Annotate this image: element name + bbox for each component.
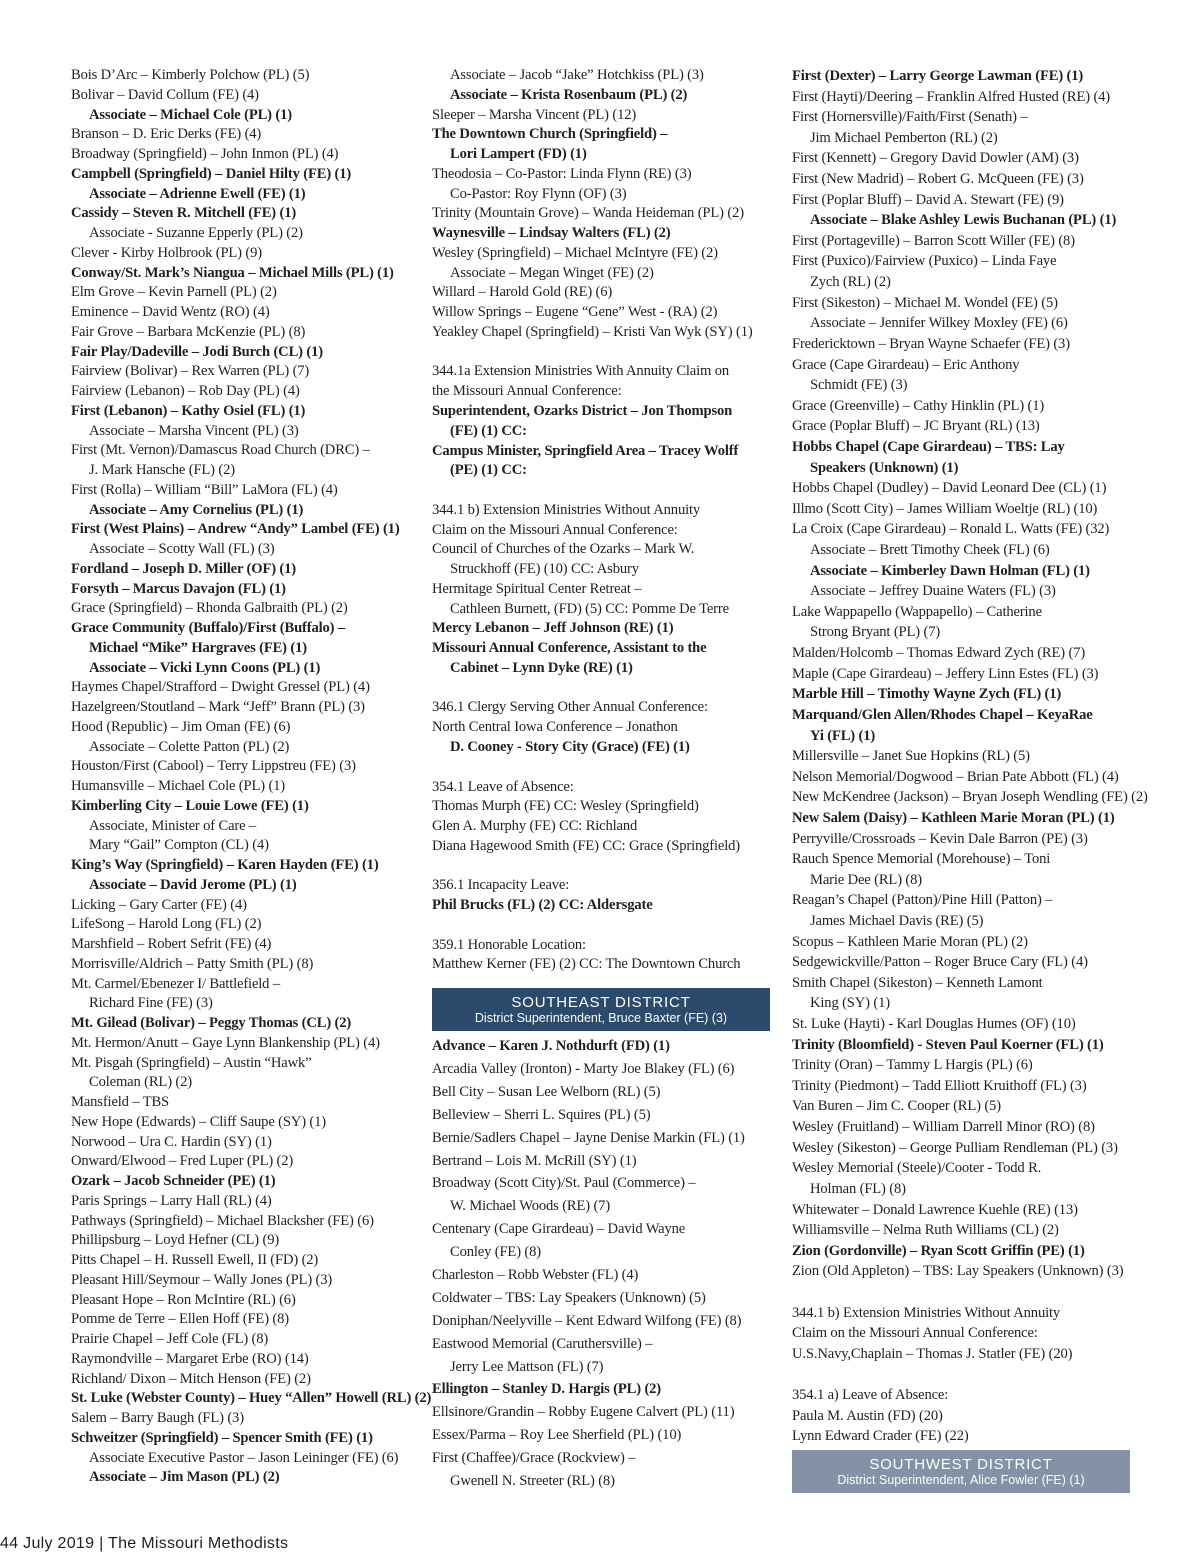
appointment-line: Pathways (Springfield) – Michael Blacksher (FE) (6) xyxy=(71,1212,374,1229)
appointment-line: Trinity (Piedmont) – Tadd Elliott Kruithoff (FL) (3) xyxy=(792,1077,1087,1094)
appointment-line: LifeSong – Harold Long (FL) (2) xyxy=(71,916,262,933)
appointment-line: Diana Hagewood Smith (FE) CC: Grace (Springfield) xyxy=(432,837,740,854)
appointment-line: Kimberling City – Louie Lowe (FE) (1) xyxy=(71,797,309,814)
appointment-line: Licking – Gary Carter (FE) (4) xyxy=(71,896,247,913)
appointment-line: Lynn Edward Crader (FE) (22) xyxy=(792,1428,969,1445)
appointment-line: Advance – Karen J. Nothdurft (FD) (1) xyxy=(432,1038,670,1055)
appointment-line: Jerry Lee Mattson (FL) (7) xyxy=(450,1358,604,1375)
appointment-line: Associate – Jeffrey Duaine Waters (FL) (3) xyxy=(810,583,1056,600)
appointment-line: First (Dexter) – Larry George Lawman (FE) (1) xyxy=(792,68,1084,84)
appointment-line: Fredericktown – Bryan Wayne Schaefer (FE) (3) xyxy=(792,335,1070,352)
appointment-line: Associate – Jacob “Jake” Hotchkiss (PL) (3) xyxy=(450,67,704,83)
appointment-line: Thomas Murph (FE) CC: Wesley (Springfield) xyxy=(432,798,699,815)
spacer xyxy=(432,916,772,936)
appointment-line: First (Kennett) – Gregory David Dowler (AM) (3) xyxy=(792,150,1079,167)
appointment-line: Bertrand – Lois M. McRill (SY) (1) xyxy=(432,1152,637,1169)
appointment-line: Mt. Hermon/Anutt – Gaye Lynn Blankenship (PL) (4) xyxy=(71,1034,380,1051)
appointment-line: Associate – Blake Ashley Lewis Buchanan (PL) (1) xyxy=(810,212,1117,229)
appointment-line: Co-Pastor: Roy Flynn (OF) (3) xyxy=(450,185,627,202)
appointment-line: 344.1 b) Extension Ministries Without Annuity xyxy=(792,1304,1061,1321)
appointment-line: North Central Iowa Conference – Jonathon xyxy=(432,719,678,736)
appointment-line: Mary “Gail” Compton (CL) (4) xyxy=(89,837,269,854)
appointment-line: Essex/Parma – Roy Lee Sherfield (PL) (10) xyxy=(432,1427,682,1444)
appointment-line: Yeakley Chapel (Springfield) – Kristi Van Wyk (SY) (1) xyxy=(432,323,753,340)
appointment-line: Eminence – David Wentz (RO) (4) xyxy=(71,304,270,320)
appointment-line: Fairview (Bolivar) – Rex Warren (PL) (7) xyxy=(71,363,310,380)
appointment-line: Bois D’Arc – Kimberly Polchow (PL) (5) xyxy=(71,67,310,83)
appointment-line: Yi (FL) (1) xyxy=(810,727,876,744)
appointment-line: Mt. Gilead (Bolivar) – Peggy Thomas (CL) (2) xyxy=(71,1015,352,1031)
southwest-district-banner xyxy=(792,1450,1130,1493)
appointment-line: 344.1a Extension Ministries With Annuity Claim on xyxy=(432,363,730,380)
appointment-line: The Downtown Church (Springfield) – xyxy=(432,126,668,143)
appointment-line: Associate – Kimberley Dawn Holman (FL) (1) xyxy=(810,562,1090,579)
appointment-line: Marshfield – Robert Sefrit (FE) (4) xyxy=(71,936,272,952)
appointment-line: Ellsinore/Grandin – Robby Eugene Calvert (PL) (11) xyxy=(432,1404,735,1421)
appointment-line: New McKendree (Jackson) – Bryan Joseph Wendling (FE) (2) xyxy=(792,789,1148,806)
appointment-line: 356.1 Incapacity Leave: xyxy=(432,877,570,894)
appointment-line: Ozark – Jacob Schneider (PE) (1) xyxy=(71,1173,276,1189)
appointment-line: Reagan’s Chapel (Patton)/Pine Hill (Patton) – xyxy=(792,892,1053,909)
appointment-line: Claim on the Missouri Annual Conference: xyxy=(432,521,678,538)
appointment-line: Claim on the Missouri Annual Conference: xyxy=(792,1325,1038,1342)
appointment-line: Richard Fine (FE) (3) xyxy=(89,995,213,1012)
appointment-line: Coleman (RL) (2) xyxy=(89,1074,192,1091)
appointment-line: Associate – Adrienne Ewell (FE) (1) xyxy=(89,185,306,202)
appointment-line: Perryville/Crossroads – Kevin Dale Barron (PE) (3) xyxy=(792,830,1088,847)
appointment-line: Matthew Kerner (FE) (2) CC: The Downtown Church xyxy=(432,956,741,973)
appointment-line: Lake Wappapello (Wappapello) – Catherine xyxy=(792,603,1042,620)
appointment-line: 354.1 Leave of Absence: xyxy=(432,778,574,795)
appointment-line: Mt. Carmel/Ebenezer I/ Battlefield – xyxy=(71,975,280,992)
appointment-line: Coldwater – TBS: Lay Speakers (Unknown) (5) xyxy=(432,1289,706,1306)
appointment-line: Associate - Suzanne Epperly (PL) (2) xyxy=(89,225,303,241)
appointment-line: New Hope (Edwards) – Cliff Saupe (SY) (1) xyxy=(71,1113,326,1130)
appointment-line: First (Chaffee)/Grace (Rockview) – xyxy=(432,1450,636,1467)
appointment-line: Pleasant Hill/Seymour – Wally Jones (PL) (3) xyxy=(71,1271,333,1288)
appointment-line: King (SY) (1) xyxy=(810,995,890,1012)
spacer xyxy=(432,481,772,501)
appointment-line: Associate – Colette Patton (PL) (2) xyxy=(89,738,290,755)
appointment-line: Pitts Chapel – H. Russell Ewell, II (FD) (2) xyxy=(71,1252,319,1268)
appointment-line: Marie Dee (RL) (8) xyxy=(810,871,922,888)
appointment-line: Arcadia Valley (Ironton) - Marty Joe Blakey (FL) (6) xyxy=(432,1061,735,1078)
spacer xyxy=(432,758,772,778)
banner-title: SOUTHEAST DISTRICT xyxy=(511,994,691,1012)
appointment-line: Malden/Holcomb – Thomas Edward Zych (RE) (7) xyxy=(792,645,1086,662)
banner-title: SOUTHWEST DISTRICT xyxy=(869,1456,1053,1473)
appointment-line: Associate – David Jerome (PL) (1) xyxy=(89,876,297,893)
spacer xyxy=(792,1364,1137,1385)
appointment-line: 359.1 Honorable Location: xyxy=(432,936,586,953)
appointment-line: Williamsville – Nelma Ruth Williams (CL) (2) xyxy=(792,1222,1059,1239)
appointment-line: Associate – Michael Cole (PL) (1) xyxy=(89,106,292,123)
southeast-district-list xyxy=(432,1035,772,1493)
appointment-line: Nelson Memorial/Dogwood – Brian Pate Abbott (FL) (4) xyxy=(792,768,1119,785)
appointment-line: Charleston – Robb Webster (FL) (4) xyxy=(432,1267,639,1284)
appointment-line: Associate – Vicki Lynn Coons (PL) (1) xyxy=(89,659,321,676)
appointment-line: Pomme de Terre – Ellen Hoff (FE) (8) xyxy=(71,1311,289,1328)
appointment-line: St. Luke (Webster County) – Huey “Allen” Howell (RL) (2) xyxy=(71,1390,432,1407)
appointment-line: Ellington – Stanley D. Hargis (PL) (2) xyxy=(432,1381,662,1398)
appointment-line: Associate – Marsha Vincent (PL) (3) xyxy=(89,422,299,439)
appointment-line: Grace (Cape Girardeau) – Eric Anthony xyxy=(792,356,1020,373)
appointment-line: Trinity (Bloomfield) - Steven Paul Koerner (FL) (1) xyxy=(792,1036,1104,1053)
appointment-line: First (Hayti)/Deering – Franklin Alfred Husted (RE) (4) xyxy=(792,88,1111,105)
appointment-line: Fair Play/Dadeville – Jodi Burch (CL) (1) xyxy=(71,343,323,360)
appointment-line: Speakers (Unknown) (1) xyxy=(810,459,959,476)
appointment-line: Marquand/Glen Allen/Rhodes Chapel – KeyaRae xyxy=(792,706,1093,723)
appointment-line: Michael “Mike” Hargraves (FE) (1) xyxy=(89,639,307,656)
appointment-line: First (Mt. Vernon)/Damascus Road Church (DRC) – xyxy=(71,442,370,459)
appointment-line: Broadway (Scott City)/St. Paul (Commerce) – xyxy=(432,1175,696,1192)
appointment-line: Wesley Memorial (Steele)/Cooter - Todd R. xyxy=(792,1160,1042,1177)
appointment-line: Norwood – Ura C. Hardin (SY) (1) xyxy=(71,1133,272,1150)
appointment-line: Fordland – Joseph D. Miller (OF) (1) xyxy=(71,560,296,577)
appointment-line: Associate – Megan Winget (FE) (2) xyxy=(450,264,654,281)
appointment-line: 346.1 Clergy Serving Other Annual Conference: xyxy=(432,699,708,716)
appointment-line: Onward/Elwood – Fred Luper (PL) (2) xyxy=(71,1153,294,1170)
appointment-line: J. Mark Hansche (FL) (2) xyxy=(89,462,235,478)
appointment-line: Associate – Scotty Wall (FL) (3) xyxy=(89,541,275,557)
appointment-line: Scopus – Kathleen Marie Moran (PL) (2) xyxy=(792,933,1028,950)
appointment-line: (PE) (1) CC: xyxy=(450,462,527,479)
page-footer: 44 July 2019 | The Missouri Methodists xyxy=(0,1535,289,1552)
appointment-line: Broadway (Springfield) – John Inmon (PL) (4) xyxy=(71,146,339,162)
appointment-line: Associate, Minister of Care – xyxy=(89,817,257,834)
appointment-line: First (New Madrid) – Robert G. McQueen (FE) (3) xyxy=(792,171,1084,188)
appointment-line: James Michael Davis (RE) (5) xyxy=(810,912,984,929)
appointment-line: Zych (RL) (2) xyxy=(810,274,891,291)
appointment-line: Phil Brucks (FL) (2) CC: Aldersgate xyxy=(432,897,653,914)
appointment-line: Hobbs Chapel (Cape Girardeau) – TBS: Lay xyxy=(792,438,1065,455)
appointment-line: Hazelgreen/Stoutland – Mark “Jeff” Brann (PL) (3) xyxy=(71,699,365,715)
appointment-line: Associate Executive Pastor – Jason Leininger (FE) (6) xyxy=(89,1449,399,1466)
appointment-line: Millersville – Janet Sue Hopkins (RL) (5) xyxy=(792,748,1030,765)
appointment-line: Grace (Greenville) – Cathy Hinklin (PL) (1) xyxy=(792,397,1045,414)
appointment-line: Waynesville – Lindsay Walters (FL) (2) xyxy=(432,225,671,242)
appointment-line: the Missouri Annual Conference: xyxy=(432,383,622,400)
appointment-line: Associate – Amy Cornelius (PL) (1) xyxy=(89,501,304,518)
appointment-line: Bell City – Susan Lee Welborn (RL) (5) xyxy=(432,1083,661,1100)
appointment-line: Whitewater – Donald Lawrence Kuehle (RE) (13) xyxy=(792,1201,1078,1218)
appointment-line: Campbell (Springfield) – Daniel Hilty (FE) (1) xyxy=(71,165,352,182)
appointment-line: Eastwood Memorial (Caruthersville) – xyxy=(432,1335,653,1352)
appointment-line: Struckhoff (FE) (10) CC: Asbury xyxy=(450,561,639,578)
appointment-line: Missouri Annual Conference, Assistant to the xyxy=(432,640,707,657)
appointment-line: W. Michael Woods (RE) (7) xyxy=(450,1198,611,1215)
appointment-line: King’s Way (Springfield) – Karen Hayden (FE) (1) xyxy=(71,857,379,873)
appointment-line: Pleasant Hope – Ron McIntire (RL) (6) xyxy=(71,1291,296,1308)
appointment-line: La Croix (Cape Girardeau) – Ronald L. Watts (FE) (32) xyxy=(792,521,1110,538)
appointment-line: 344.1 b) Extension Ministries Without Annuity xyxy=(432,501,701,518)
appointment-line: Associate – Jim Mason (PL) (2) xyxy=(89,1469,280,1486)
appointment-line: Sedgewickville/Patton – Roger Bruce Cary (FL) (4) xyxy=(792,954,1088,971)
appointment-line: Schweitzer (Springfield) – Spencer Smith (FE) (1) xyxy=(71,1429,373,1446)
appointment-line: New Salem (Daisy) – Kathleen Marie Moran (PL) (1) xyxy=(792,809,1115,826)
appointment-line: Salem – Barry Baugh (FL) (3) xyxy=(71,1410,244,1426)
appointment-line: Fairview (Lebanon) – Rob Day (PL) (4) xyxy=(71,383,300,399)
appointment-line: Bolivar – David Collum (FE) (4) xyxy=(71,86,259,103)
appointment-line: St. Luke (Hayti) - Karl Douglas Humes (OF) (10) xyxy=(792,1016,1076,1033)
appointment-line: Lori Lampert (FD) (1) xyxy=(450,146,587,163)
appointment-line: Cabinet – Lynn Dyke (RE) (1) xyxy=(450,659,633,676)
appointment-line: First (Lebanon) – Kathy Osiel (FL) (1) xyxy=(71,402,306,419)
southeast-district-banner xyxy=(432,988,770,1031)
spacer xyxy=(432,343,772,363)
appointment-line: Associate – Jennifer Wilkey Moxley (FE) (6) xyxy=(810,315,1068,332)
appointment-line: (FE) (1) CC: xyxy=(450,422,527,439)
appointment-line: Associate – Krista Rosenbaum (PL) (2) xyxy=(450,86,688,103)
appointment-line: Van Buren – Jim C. Cooper (RL) (5) xyxy=(792,1098,1001,1115)
appointment-line: Zion (Old Appleton) – TBS: Lay Speakers (Unknown) (3) xyxy=(792,1263,1124,1280)
appointment-line: Paris Springs – Larry Hall (RL) (4) xyxy=(71,1192,272,1209)
appointment-line: Mt. Pisgah (Springfield) – Austin “Hawk” xyxy=(71,1054,312,1071)
appointment-line: Morrisville/Aldrich – Patty Smith (PL) (8) xyxy=(71,955,314,972)
appointment-line: Mercy Lebanon – Jeff Johnson (RE) (1) xyxy=(432,620,674,637)
appointment-line: Cathleen Burnett, (FD) (5) CC: Pomme De Terre xyxy=(450,600,729,617)
appointment-line: First (Sikeston) – Michael M. Wondel (FE) (5) xyxy=(792,294,1058,311)
appointment-line: Forsyth – Marcus Davajon (FL) (1) xyxy=(71,580,286,597)
appointment-line: Richland/ Dixon – Mitch Henson (FE) (2) xyxy=(71,1370,311,1387)
appointment-line: Grace (Springfield) – Rhonda Galbraith (PL) (2) xyxy=(71,600,348,617)
appointment-line: Cassidy – Steven R. Mitchell (FE) (1) xyxy=(71,205,297,222)
appointment-line: Conley (FE) (8) xyxy=(450,1244,541,1261)
appointment-line: Sleeper – Marsha Vincent (PL) (12) xyxy=(432,106,637,123)
appointment-line: Branson – D. Eric Derks (FE) (4) xyxy=(71,126,262,143)
appointment-line: Glen A. Murphy (FE) CC: Richland xyxy=(432,818,638,835)
appointment-line: Theodosia – Co-Pastor: Linda Flynn (RE) (3) xyxy=(432,165,692,182)
appointment-line: Haymes Chapel/Strafford – Dwight Gressel (PL) (4) xyxy=(71,679,370,696)
appointment-line: U.S.Navy,Chaplain – Thomas J. Statler (FE) (20) xyxy=(792,1345,1073,1362)
column-middle xyxy=(432,66,772,1493)
appointment-line: First (Portageville) – Barron Scott Willer (FE) (8) xyxy=(792,232,1075,249)
appointment-line: 354.1 a) Leave of Absence: xyxy=(792,1387,949,1403)
appointment-line: Hermitage Spiritual Center Retreat – xyxy=(432,580,642,597)
column-right xyxy=(792,66,1148,1447)
appointment-line: Mansfield – TBS xyxy=(71,1094,170,1110)
appointment-line: Belleview – Sherri L. Squires (PL) (5) xyxy=(432,1106,651,1123)
appointment-line: Campus Minister, Springfield Area – Tracey Wolff xyxy=(432,442,739,459)
appointment-line: Associate – Brett Timothy Cheek (FL) (6) xyxy=(810,542,1050,559)
appointment-line: Marble Hill – Timothy Wayne Zych (FL) (1) xyxy=(792,686,1062,703)
appointment-line: Willard – Harold Gold (RE) (6) xyxy=(432,284,613,301)
appointment-line: Grace Community (Buffalo)/First (Buffalo) – xyxy=(71,620,346,636)
ozarks-district-continued xyxy=(432,66,772,975)
spacer xyxy=(432,679,772,699)
appointment-line: First (Poplar Bluff) – David A. Stewart (FE) (9) xyxy=(792,191,1064,208)
appointment-line: Council of Churches of the Ozarks – Mark W. xyxy=(432,541,695,558)
appointment-line: Conway/St. Mark’s Niangua – Michael Mills (PL) (1) xyxy=(71,264,394,281)
appointment-line: Elm Grove – Kevin Parnell (PL) (2) xyxy=(71,284,277,301)
banner-subtitle: District Superintendent, Bruce Baxter (FE) (3) xyxy=(474,1011,728,1026)
appointment-line: Houston/First (Cabool) – Terry Lippstreu (FE) (3) xyxy=(71,758,356,775)
appointment-line: Grace (Poplar Bluff) – JC Bryant (RL) (13) xyxy=(792,418,1040,435)
appointment-line: D. Cooney - Story City (Grace) (FE) (1) xyxy=(450,738,690,755)
appointment-line: Rauch Spence Memorial (Morehouse) – Toni xyxy=(792,851,1051,868)
spacer xyxy=(792,1282,1137,1303)
spacer xyxy=(432,857,772,877)
appointment-line: First (Hornersville)/Faith/First (Senath) – xyxy=(792,109,1028,126)
appointment-line: Centenary (Cape Girardeau) – David Wayne xyxy=(432,1221,686,1238)
appointment-line: Holman (FL) (8) xyxy=(810,1180,906,1197)
appointment-line: Zion (Gordonville) – Ryan Scott Griffin (PE) (1) xyxy=(792,1242,1085,1259)
appointment-line: Hood (Republic) – Jim Oman (FE) (6) xyxy=(71,718,291,735)
banner-subtitle: District Superintendent, Alice Fowler (FE) (1) xyxy=(837,1473,1085,1487)
appointment-line: Wesley (Springfield) – Michael McIntyre (FE) (2) xyxy=(432,244,718,261)
appointment-line: Wesley (Sikeston) – George Pulliam Rendleman (PL) (3) xyxy=(792,1139,1118,1156)
appointment-line: Willow Springs – Eugene “Gene” West - (RA) (2) xyxy=(432,304,718,321)
appointment-line: Jim Michael Pemberton (RL) (2) xyxy=(810,129,998,146)
appointment-line: First (Rolla) – William “Bill” LaMora (FL) (4) xyxy=(71,481,338,498)
appointment-line: Clever - Kirby Holbrook (PL) (9) xyxy=(71,244,262,261)
column-left xyxy=(71,66,432,1488)
appointment-line: Gwenell N. Streeter (RL) (8) xyxy=(450,1473,615,1490)
appointment-line: Strong Bryant (PL) (7) xyxy=(810,624,941,641)
appointment-line: Fair Grove – Barbara McKenzie (PL) (8) xyxy=(71,323,306,340)
appointment-line: Wesley (Fruitland) – William Darrell Minor (RO) (8) xyxy=(792,1119,1095,1136)
appointment-line: Raymondville – Margaret Erbe (RO) (14) xyxy=(71,1350,309,1367)
appointment-line: First (West Plains) – Andrew “Andy” Lambel (FE) (1) xyxy=(71,521,400,538)
appointment-line: Hobbs Chapel (Dudley) – David Leonard Dee (CL) (1) xyxy=(792,480,1107,497)
appointment-line: Superintendent, Ozarks District – Jon Thompson xyxy=(432,403,733,419)
appointment-line: Humansville – Michael Cole (PL) (1) xyxy=(71,778,286,794)
appointment-line: Maple (Cape Girardeau) – Jeffery Linn Estes (FL) (3) xyxy=(792,665,1099,682)
appointment-line: Schmidt (FE) (3) xyxy=(810,377,908,394)
appointment-line: Bernie/Sadlers Chapel – Jayne Denise Markin (FL) (1) xyxy=(432,1129,745,1146)
appointment-line: Trinity (Oran) – Tammy L Hargis (PL) (6) xyxy=(792,1057,1033,1074)
appointment-line: Trinity (Mountain Grove) – Wanda Heideman (PL) (2) xyxy=(432,205,744,222)
appointment-line: Paula M. Austin (FD) (20) xyxy=(792,1407,943,1424)
appointment-line: First (Puxico)/Fairview (Puxico) – Linda Faye xyxy=(792,253,1057,270)
appointment-line: Prairie Chapel – Jeff Cole (FL) (8) xyxy=(71,1331,269,1347)
appointment-line: Phillipsburg – Loyd Hefner (CL) (9) xyxy=(71,1232,280,1249)
appointment-line: Doniphan/Neelyville – Kent Edward Wilfong (FE) (8) xyxy=(432,1312,742,1329)
appointment-line: Illmo (Scott City) – James William Woeltje (RL) (10) xyxy=(792,500,1098,517)
appointment-line: Smith Chapel (Sikeston) – Kenneth Lamont xyxy=(792,974,1043,991)
